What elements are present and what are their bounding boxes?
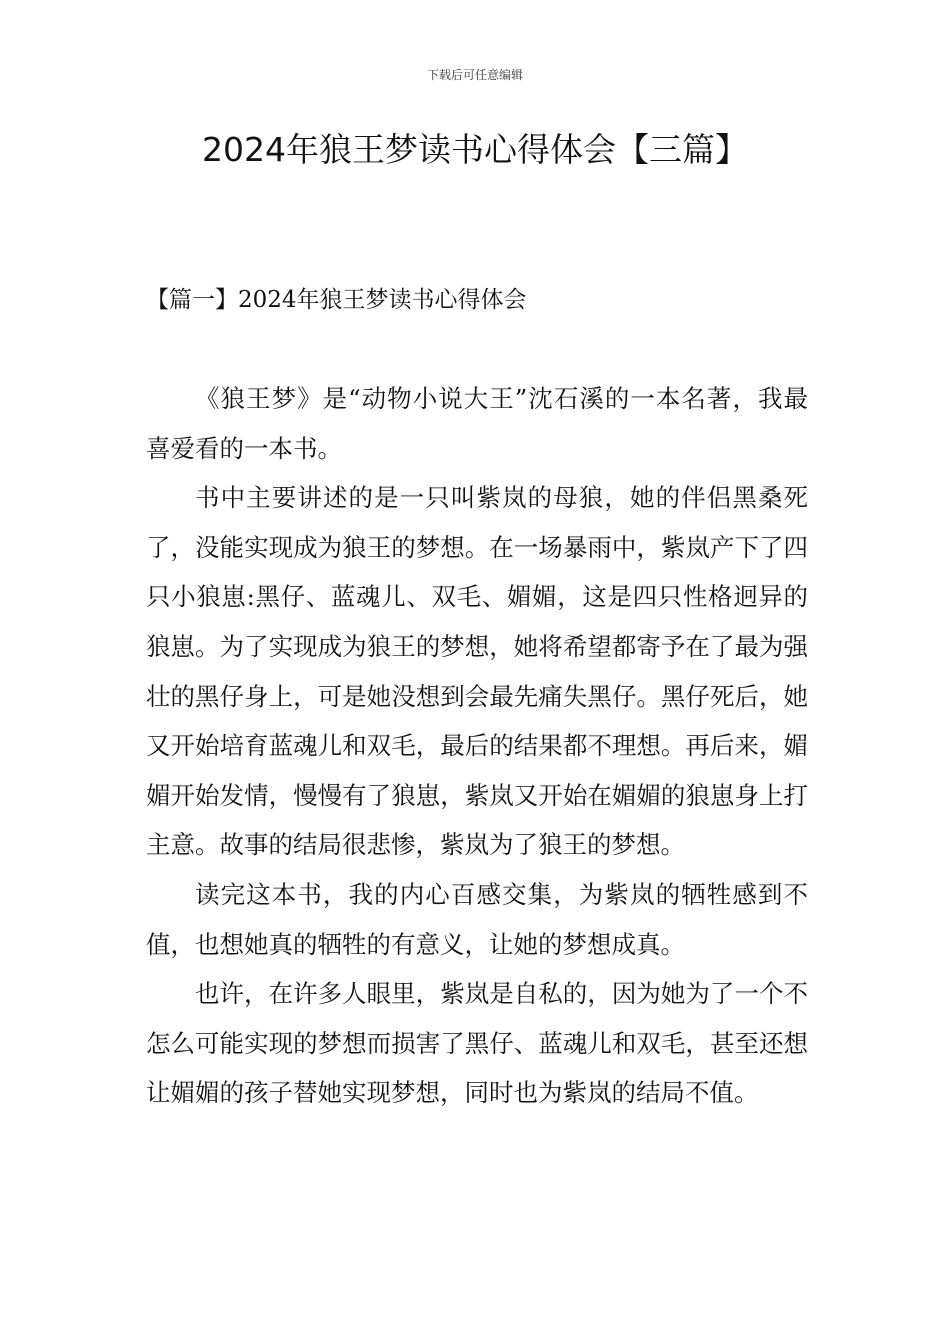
paragraph-1: 《狼王梦》是“动物小说大王”沈石溪的一本名著，我最喜爱看的一本书。 bbox=[146, 384, 808, 463]
paragraph-3: 读完这本书，我的内心百感交集，为紫岚的牺牲感到不值，也想她真的牺牲的有意义，让她的梦想成真。 bbox=[146, 879, 808, 959]
section-heading: 【篇一】2024年狼王梦读书心得体会 bbox=[146, 287, 527, 313]
paragraph-4: 也许，在许多人眼里，紫岚是自私的，因为她为了一个不怎么可能实现的梦想而损害了黑仔、蓝魂儿和双毛，甚至还想让媚媚的孩子替她实现梦想，同时也为紫岚的结局不值。 bbox=[146, 979, 808, 1108]
paragraph-2: 书中主要讲述的是一只叫紫岚的母狼，她的伴侣黑桑死了，没能实现成为狼王的梦想。在一场暴雨中，紫岚产下了四只小狼崽:黑仔、蓝魂儿、双毛、媚媚，这是四只性格迥异的狼崽。为了实现成为狼王的梦想，她将希望都寄予在了最为强壮的黑仔身上，可是她没想到会最先痛失黑仔。黑仔死后，她又开始培育蓝魂儿和双毛，最后的结果都不理想。再后来，媚媚开始发情，慢慢有了狼崽，紫岚又开始在媚媚的狼崽身上打主意。故事的结局很悲惨，紫岚为了狼王的梦想。 bbox=[146, 483, 808, 860]
section-body bbox=[146, 374, 808, 1118]
document-title: 2024年狼王梦读书心得体会【三篇】 bbox=[202, 130, 748, 169]
header-note: 下载后可任意编辑 bbox=[426, 68, 523, 82]
